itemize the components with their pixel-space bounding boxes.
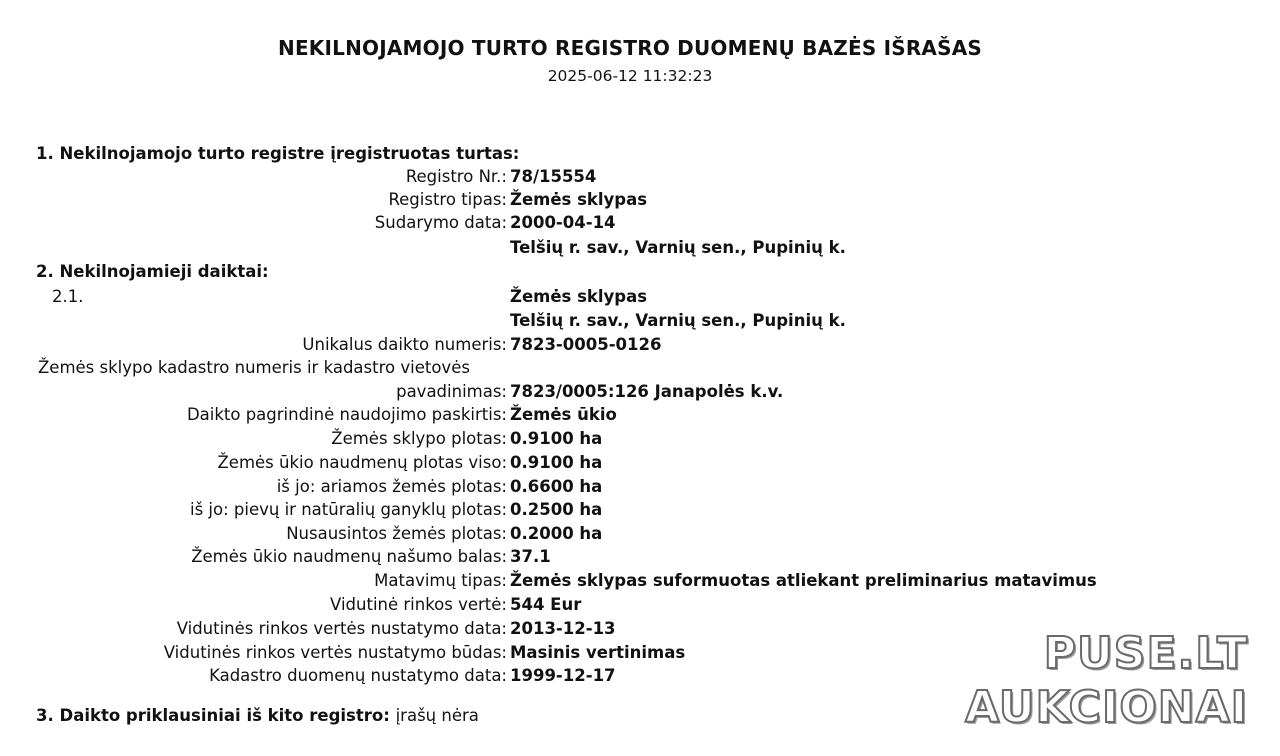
field-value: 7823/0005:126 Janapolės k.v.	[510, 382, 784, 401]
field-label: Matavimų tipas:	[374, 571, 507, 590]
item-address: Telšių r. sav., Varnių sen., Pupinių k.	[510, 311, 846, 330]
section-1-row	[0, 167, 1280, 190]
section-3-value: įrašų nėra	[395, 706, 479, 725]
field-value: 0.9100 ha	[510, 453, 603, 472]
field-label: Unikalus daikto numeris:	[302, 335, 507, 354]
field-value: Žemės sklypas	[510, 190, 648, 209]
field-label: Nusausintos žemės plotas:	[286, 524, 507, 543]
field-value: 1999-12-17	[510, 666, 616, 685]
section-2-row	[0, 571, 1280, 594]
section-1-row	[0, 238, 1280, 261]
field-value: 0.2500 ha	[510, 500, 603, 519]
section-2-row	[0, 405, 1280, 428]
field-label: Vidutinės rinkos vertės nustatymo data:	[176, 619, 507, 638]
field-value: Masinis vertinimas	[510, 643, 686, 662]
item-type-row	[0, 287, 1280, 310]
field-label: pavadinimas:	[396, 382, 507, 401]
watermark-aukcionai: AUKCIONAI	[965, 682, 1248, 733]
field-value: 78/15554	[510, 167, 597, 186]
field-value: 37.1	[510, 547, 551, 566]
field-label: Sudarymo data:	[374, 213, 507, 232]
section-1-row	[0, 213, 1280, 236]
field-value: 0.2000 ha	[510, 524, 603, 543]
section-2-row	[0, 477, 1280, 500]
field-value: Žemės sklypas suformuotas atliekant preliminarius matavimus	[510, 571, 1097, 590]
field-label: Vidutinės rinkos vertės nustatymo būdas:	[163, 643, 507, 662]
section-3-heading: 3. Daikto priklausiniai iš kito registro:	[36, 706, 390, 725]
cadastre-row	[0, 382, 1280, 405]
field-value: 544 Eur	[510, 595, 582, 614]
section-1-row	[0, 190, 1280, 213]
field-value: Telšių r. sav., Varnių sen., Pupinių k.	[510, 238, 846, 257]
field-value: Žemės ūkio	[510, 405, 617, 424]
item-number: 2.1.	[52, 287, 84, 306]
section-2-row	[0, 595, 1280, 618]
section-2-row	[0, 429, 1280, 452]
field-value: 2013-12-13	[510, 619, 616, 638]
unique-number-row	[0, 335, 1280, 358]
section-2-row	[0, 453, 1280, 476]
field-label: Žemės sklypo plotas:	[331, 429, 507, 448]
field-value: 0.9100 ha	[510, 429, 603, 448]
section-2-row	[0, 547, 1280, 570]
field-label: Registro Nr.:	[405, 167, 507, 186]
section-2-heading: 2. Nekilnojamieji daiktai:	[36, 262, 269, 281]
section-2-row	[0, 500, 1280, 523]
section-2-row	[0, 524, 1280, 547]
cadastre-label-line1: Žemės sklypo kadastro numeris ir kadastro vietovės	[38, 358, 470, 377]
field-label: Žemės ūkio naudmenų plotas viso:	[217, 453, 507, 472]
item-type: Žemės sklypas	[510, 287, 648, 306]
document-datetime: 2025-06-12 11:32:23	[547, 67, 713, 85]
section-1-heading: 1. Nekilnojamojo turto registre įregistruotas turtas:	[36, 144, 520, 163]
field-label: Registro tipas:	[388, 190, 507, 209]
field-value: 7823-0005-0126	[510, 335, 662, 354]
field-value: 2000-04-14	[510, 213, 616, 232]
field-label: Kadastro duomenų nustatymo data:	[209, 666, 507, 685]
field-label: Žemės ūkio naudmenų našumo balas:	[191, 547, 507, 566]
watermark-puse-lt: PUSE.LT	[1043, 628, 1248, 679]
section-3	[36, 706, 479, 725]
field-label: Vidutinė rinkos vertė:	[330, 595, 507, 614]
field-label: iš jo: pievų ir natūralių ganyklų plotas:	[190, 500, 507, 519]
document-title: NEKILNOJAMOJO TURTO REGISTRO DUOMENŲ BAZĖS IŠRAŠAS	[278, 36, 982, 60]
field-label: iš jo: ariamos žemės plotas:	[276, 477, 507, 496]
field-label: Daikto pagrindinė naudojimo paskirtis:	[186, 405, 507, 424]
field-value: 0.6600 ha	[510, 477, 603, 496]
item-address-row	[0, 311, 1280, 334]
